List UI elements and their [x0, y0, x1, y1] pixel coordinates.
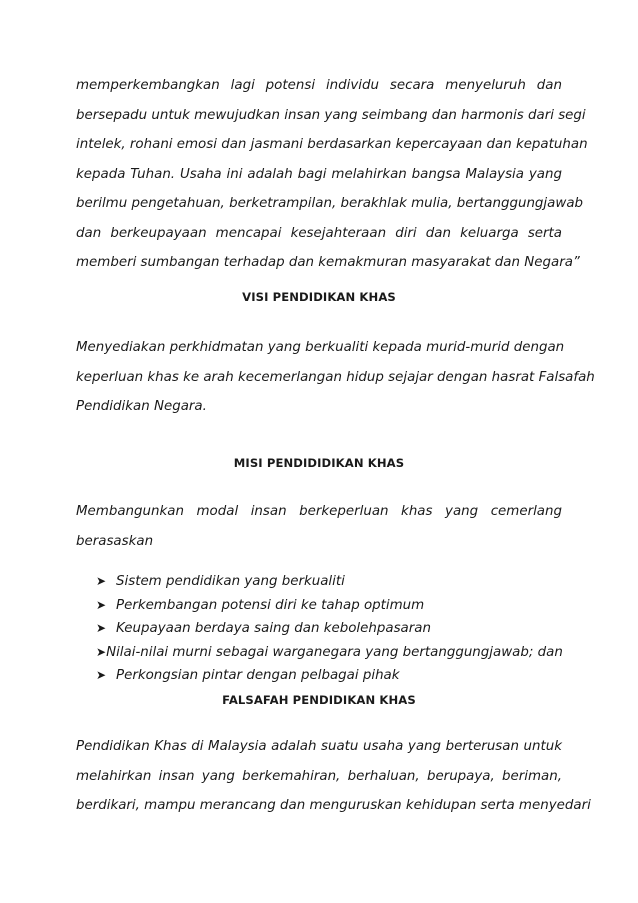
misi-bullet-list: [76, 570, 562, 688]
visi-paragraph: [76, 333, 595, 422]
misi-heading: MISI PENDIDIDIKAN KHAS: [233, 456, 405, 470]
intro-line: berilmu pengetahuan, berketrampilan, berakhlak mulia, bertanggungjawab: [76, 196, 584, 211]
intro-line: bersepadu untuk mewujudkan insan yang seimbang dan harmonis dari segi: [76, 107, 586, 123]
list-item: [96, 664, 562, 688]
falsafah-line: Pendidikan Khas di Malaysia adalah suatu usaha yang berterusan untuk: [76, 739, 562, 754]
bullet-text: Sistem pendidikan yang berkualiti: [116, 574, 345, 589]
misi-paragraph: [76, 497, 562, 556]
arrowhead-bullet-icon: ➤: [96, 668, 107, 682]
intro-paragraph: [76, 71, 588, 278]
intro-line: dan berkeupayaan mencapai kesejahteraan diri dan keluarga serta: [76, 225, 562, 241]
intro-line: memperkembangkan lagi potensi individu secara menyeluruh dan: [76, 78, 562, 93]
bullet-text: Perkongsian pintar dengan pelbagai pihak: [116, 668, 400, 683]
falsafah-paragraph: [76, 732, 591, 821]
intro-line: memberi sumbangan terhadap dan kemakmuran masyarakat dan Negara”: [76, 255, 580, 270]
falsafah-heading: FALSAFAH PENDIDIKAN KHAS: [222, 693, 416, 707]
bullet-text: Perkembangan potensi diri ke tahap optimum: [116, 597, 425, 613]
misi-line: berasaskan: [76, 533, 154, 549]
misi-line: Membangunkan modal insan berkeperluan khas yang cemerlang: [76, 504, 562, 519]
arrowhead-bullet-icon: ➤: [96, 621, 107, 635]
list-item: [96, 594, 562, 618]
visi-line: Menyediakan perkhidmatan yang berkualiti kepada murid-murid dengan: [76, 340, 565, 355]
visi-heading: VISI PENDIDIKAN KHAS: [242, 290, 396, 304]
arrowhead-bullet-icon: ➤: [96, 574, 107, 588]
falsafah-line: melahirkan insan yang berkemahiran, berhaluan, berupaya, beriman,: [76, 768, 562, 784]
list-item: [96, 617, 562, 641]
visi-line: Pendidikan Negara.: [76, 399, 207, 414]
arrowhead-bullet-icon: ➤: [96, 644, 107, 659]
arrowhead-bullet-icon: ➤: [96, 597, 107, 612]
bullet-text: Nilai-nilai murni sebagai warganegara yang bertanggungjawab; dan: [106, 644, 563, 660]
intro-line: kepada Tuhan. Usaha ini adalah bagi melahirkan bangsa Malaysia yang: [76, 166, 562, 182]
list-item: [96, 570, 562, 594]
bullet-text: Keupayaan berdaya saing dan kebolehpasaran: [116, 621, 431, 636]
list-item: [96, 641, 562, 665]
falsafah-line: berdikari, mampu merancang dan menguruskan kehidupan serta menyedari: [76, 798, 591, 813]
visi-line: keperluan khas ke arah kecemerlangan hidup sejajar dengan hasrat Falsafah: [76, 369, 595, 385]
intro-line: intelek, rohani emosi dan jasmani berdasarkan kepercayaan dan kepatuhan: [76, 137, 588, 152]
